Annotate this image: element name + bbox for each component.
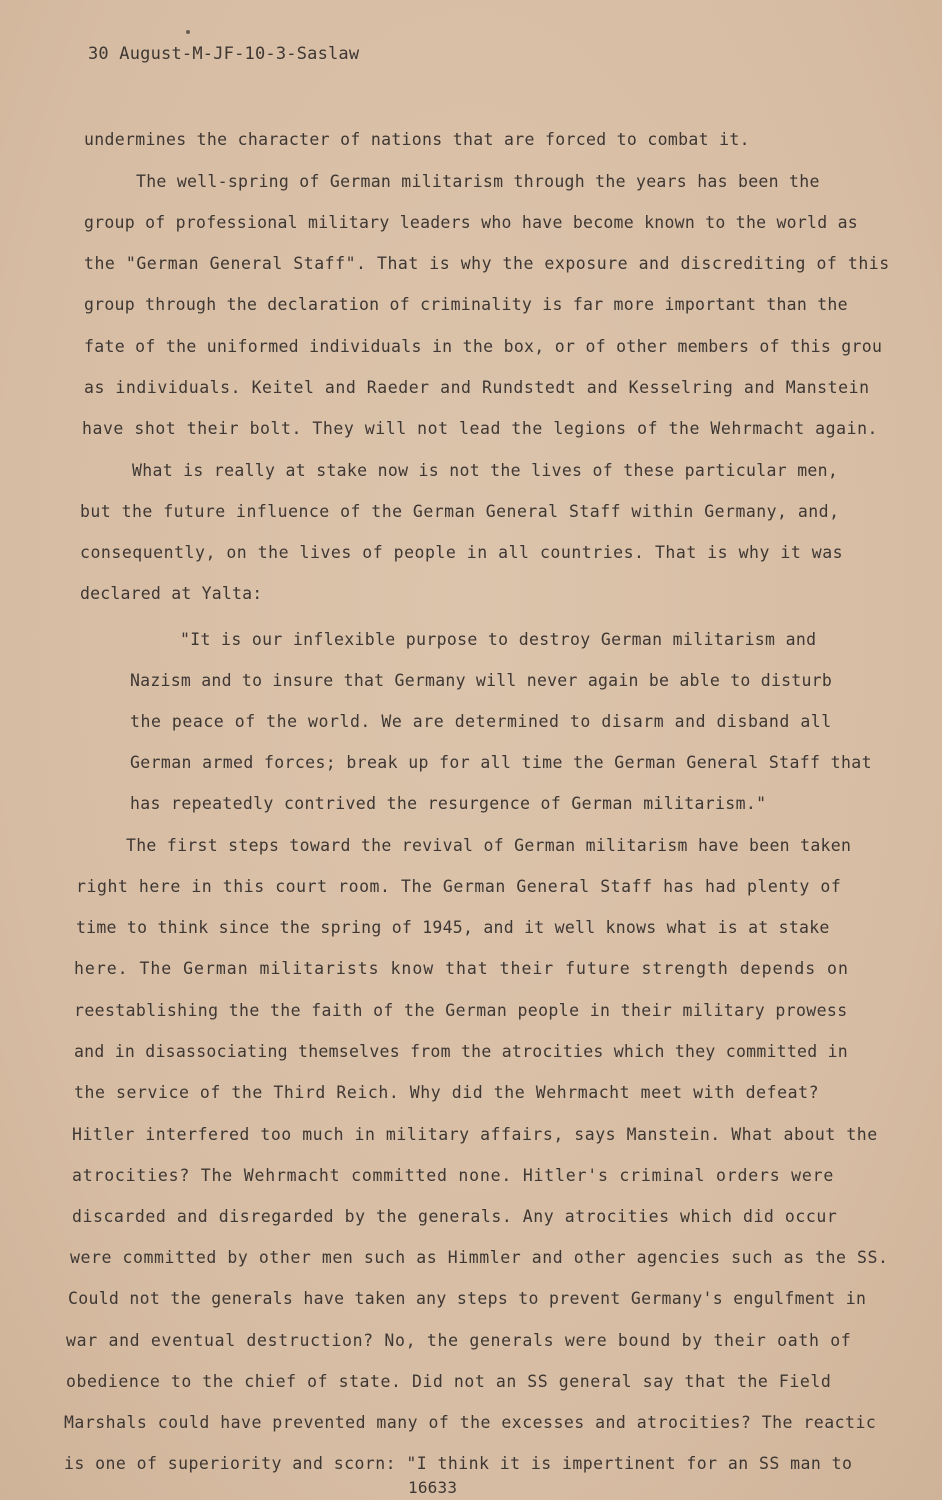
text-line: time to think since the spring of 1945, and it well knows what is at stake: [76, 918, 830, 937]
text-line: declared at Yalta:: [80, 584, 263, 603]
text-line: What is really at stake now is not the lives of these particular men,: [132, 461, 839, 480]
text-line: Hitler interfered too much in military affairs, says Manstein. What about the: [72, 1125, 878, 1144]
text-line: and in disassociating themselves from the atrocities which they committed in: [74, 1042, 848, 1061]
page-header: 30 August-M-JF-10-3-Saslaw: [88, 44, 360, 64]
quote-line: has repeatedly contrived the resurgence of German militarism.": [130, 794, 767, 813]
text-line: the service of the Third Reich. Why did the Wehrmacht meet with defeat?: [74, 1083, 820, 1102]
text-line: The well-spring of German militarism through the years has been the: [136, 172, 820, 191]
text-line: is one of superiority and scorn: "I think it is impertinent for an SS man to: [64, 1454, 853, 1473]
text-line: right here in this court room. The German General Staff has had plenty of: [76, 877, 842, 896]
text-line: undermines the character of nations that are forced to combat it.: [84, 130, 750, 149]
text-line: reestablishing the the faith of the German people in their military prowess: [74, 1001, 848, 1020]
text-line: war and eventual destruction? No, the generals were bound by their oath of: [66, 1331, 852, 1350]
text-line: atrocities? The Wehrmacht committed none. Hitler's criminal orders were: [72, 1166, 835, 1185]
text-line: consequently, on the lives of people in all countries. That is why it was: [80, 543, 844, 562]
text-line: have shot their bolt. They will not lead the legions of the Wehrmacht again.: [82, 419, 879, 438]
text-line: here. The German militarists know that their future strength depends on: [74, 959, 849, 978]
text-line: obedience to the chief of state. Did not an SS general say that the Field: [66, 1372, 832, 1391]
quote-line: "It is our inflexible purpose to destroy German militarism and: [180, 630, 817, 649]
quote-line: the peace of the world. We are determined to disarm and disband all: [130, 712, 832, 731]
punch-mark: [186, 30, 190, 34]
quote-line: German armed forces; break up for all time the German General Staff that: [130, 753, 872, 772]
text-line: as individuals. Keitel and Raeder and Rundstedt and Kesselring and Manstein: [84, 378, 870, 397]
text-line: were committed by other men such as Himmler and other agencies such as the SS.: [70, 1248, 889, 1267]
text-line: discarded and disregarded by the generals. Any atrocities which did occur: [72, 1207, 838, 1226]
text-line: fate of the uniformed individuals in the box, or of other members of this grou: [84, 337, 883, 356]
text-line: Could not the generals have taken any steps to prevent Germany's engulfment in: [68, 1289, 867, 1308]
quote-line: Nazism and to insure that Germany will never again be able to disturb: [130, 671, 832, 690]
text-line: the "German General Staff". That is why the exposure and discrediting of this: [84, 254, 890, 273]
text-line: Marshals could have prevented many of the excesses and atrocities? The reactic: [64, 1413, 877, 1432]
page-number: 16633: [408, 1478, 458, 1497]
text-line: group through the declaration of criminality is far more important than the: [84, 295, 848, 314]
text-line: but the future influence of the German General Staff within Germany, and,: [80, 502, 840, 521]
text-line: The first steps toward the revival of German militarism have been taken: [126, 836, 852, 855]
text-line: group of professional military leaders who have become known to the world as: [84, 213, 858, 232]
